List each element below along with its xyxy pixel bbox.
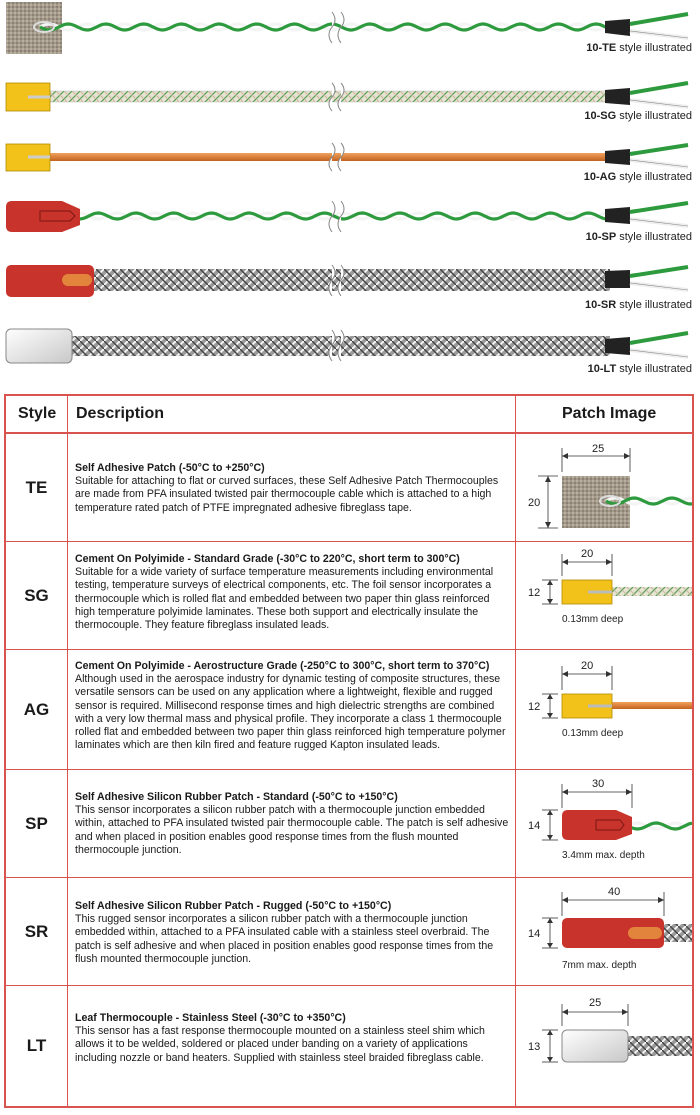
description-cell [75, 660, 511, 752]
table-row-te [6, 434, 692, 542]
dimension-width: 25 [589, 997, 602, 1009]
style-code: SR [24, 921, 49, 941]
patch-image-te [518, 434, 692, 541]
dimension-width: 20 [581, 660, 594, 672]
caption-code: 10-SP [585, 231, 617, 243]
illustration-sg [0, 75, 700, 133]
caption-suffix: style illustrated [616, 171, 692, 183]
description-title: Self Adhesive Patch (-50°C to +250°C) [75, 462, 265, 474]
te-patch-drawing [518, 434, 692, 540]
table-row-sg [6, 542, 692, 650]
caption-suffix: style illustrated [616, 363, 692, 375]
depth-note: 0.13mm deep [562, 728, 624, 739]
description-cell [75, 1012, 511, 1065]
style-code: TE [25, 477, 48, 497]
description-text: This sensor has a fast response thermocouple mounted on a stainless steel shim which allows it to be welded, soldered or placed under banding on a variety of applications including nozzle or band heaters. Supplied with stainless steel braided fibreglass cable. [75, 1025, 485, 1064]
caption-code: 10-LT [587, 363, 617, 375]
dimension-width: 40 [608, 886, 621, 898]
dimension-height: 14 [528, 928, 541, 940]
patch-image-sr [518, 878, 692, 985]
illustration-ag [0, 137, 700, 195]
table-header [6, 396, 692, 434]
caption-code: 10-SR [585, 299, 617, 311]
sp-cable-illustration [0, 195, 700, 253]
illustration-sr [0, 261, 700, 319]
table-row-ag [6, 650, 692, 770]
patch-image-sp [518, 770, 692, 877]
dimension-width: 20 [581, 548, 594, 560]
caption-code: 10-SG [584, 110, 617, 122]
header-patch-image: Patch Image [562, 405, 657, 422]
dimension-width: 30 [592, 778, 605, 790]
description-cell [75, 900, 511, 966]
dimension-height: 12 [528, 587, 541, 599]
patch-image-sg [518, 542, 692, 649]
header-description: Description [76, 405, 165, 422]
illustration-te [0, 2, 700, 60]
description-title: Cement On Polyimide - Standard Grade (-30°C to 220°C, short term to 300°C) [75, 553, 460, 565]
description-cell [75, 462, 511, 515]
description-title: Leaf Thermocouple - Stainless Steel (-30°C to +350°C) [75, 1012, 346, 1024]
illustration-sp [0, 195, 700, 253]
depth-note: 7mm max. depth [562, 960, 637, 971]
description-text: Suitable for a wide variety of surface temperature measurements including environmental testing, temperature surveys of electrical components, etc. The foil sensor incorporates a thermocouple which is rolled flat and embedded between two paper thin glass reinforced high temperature polyimide laminates. These both support and electrically insulate the thermocouple. They feature fibreglass insulated leads. [75, 566, 494, 632]
lt-patch-drawing [518, 986, 692, 1104]
description-title: Self Adhesive Silicon Rubber Patch - Standard (-50°C to +150°C) [75, 791, 398, 803]
caption-code: 10-TE [586, 42, 617, 54]
patch-image-lt [518, 986, 692, 1106]
description-title: Cement On Polyimide - Aerostructure Grade (-250°C to 300°C, short term to 370°C) [75, 660, 490, 672]
dimension-height: 20 [528, 497, 541, 509]
caption-code: 10-AG [583, 171, 617, 183]
patch-image-ag [518, 650, 692, 769]
illustration-lt [0, 325, 700, 383]
table-row-sp [6, 770, 692, 878]
dimension-height: 14 [528, 820, 541, 832]
description-text: Although used in the aerospace industry for dynamic testing of composite structures, these versatile sensors can be used on any application where a lightweight, flexible and rugged sensor is required. Millisecond response times and high dielectric strengths are combined with a very low thermal mass and physical profile. They incorporate a class 1 thermocouple rolled flat and embedded between two paper thin glass reinforced high temperature polymer laminates which are then kiln fired and feature rugged Kapton insulated leads. [75, 673, 506, 752]
description-text: This rugged sensor incorporates a silicon rubber patch with a thermocouple junction embedded within, attached to a PFA insulated cable with a stainless steel overbraid. The patch is self adhesive and when placed in position enables good response times from the flush mounted thermocouple junction. [75, 913, 494, 965]
caption-suffix: style illustrated [616, 42, 692, 54]
depth-note: 3.4mm max. depth [562, 850, 645, 861]
dimension-width: 25 [592, 443, 605, 455]
styles-table [4, 394, 694, 1108]
description-cell [75, 791, 511, 857]
style-code: LT [26, 1036, 47, 1055]
description-text: This sensor incorporates a silicon rubber patch with a thermocouple junction embedded within, attached to PFA insulated twisted pair thermocouple cable. The patch is self adhesive and when placed in position enables good response times from the flush mounted thermocouple junction. [75, 804, 509, 856]
dimension-height: 12 [528, 701, 541, 713]
caption-suffix: style illustrated [616, 299, 692, 311]
caption-suffix: style illustrated [616, 231, 692, 243]
table-row-lt [6, 986, 692, 1106]
ag-cable-illustration [0, 137, 700, 195]
sr-patch-drawing [518, 878, 692, 984]
style-code: AG [23, 699, 50, 719]
sp-patch-drawing [518, 770, 692, 876]
sg-cable-illustration [0, 75, 700, 133]
depth-note: 0.13mm deep [562, 614, 624, 625]
caption-sp [586, 231, 692, 243]
style-code: SP [25, 813, 48, 833]
caption-te [586, 42, 692, 54]
caption-suffix: style illustrated [616, 110, 692, 122]
caption-lt [588, 363, 692, 375]
style-code: SG [24, 585, 49, 605]
description-text: Suitable for attaching to flat or curved surfaces, these Self Adhesive Patch Thermocouples are made from PFA insulated twisted pair thermocouple cable which is attached to a high temperature rated patch of PTFE impregnated adhesive fibreglass tape. [75, 475, 499, 514]
ag-patch-drawing [518, 650, 692, 768]
caption-sr [585, 299, 692, 311]
table-row-sr [6, 878, 692, 986]
description-title: Self Adhesive Silicon Rubber Patch - Rugged (-50°C to +150°C) [75, 900, 392, 912]
description-cell [75, 553, 511, 632]
header-style: Style [18, 405, 57, 422]
caption-ag [584, 171, 692, 183]
caption-sg [584, 110, 692, 122]
dimension-height: 13 [528, 1041, 541, 1053]
sg-patch-drawing [518, 542, 692, 648]
